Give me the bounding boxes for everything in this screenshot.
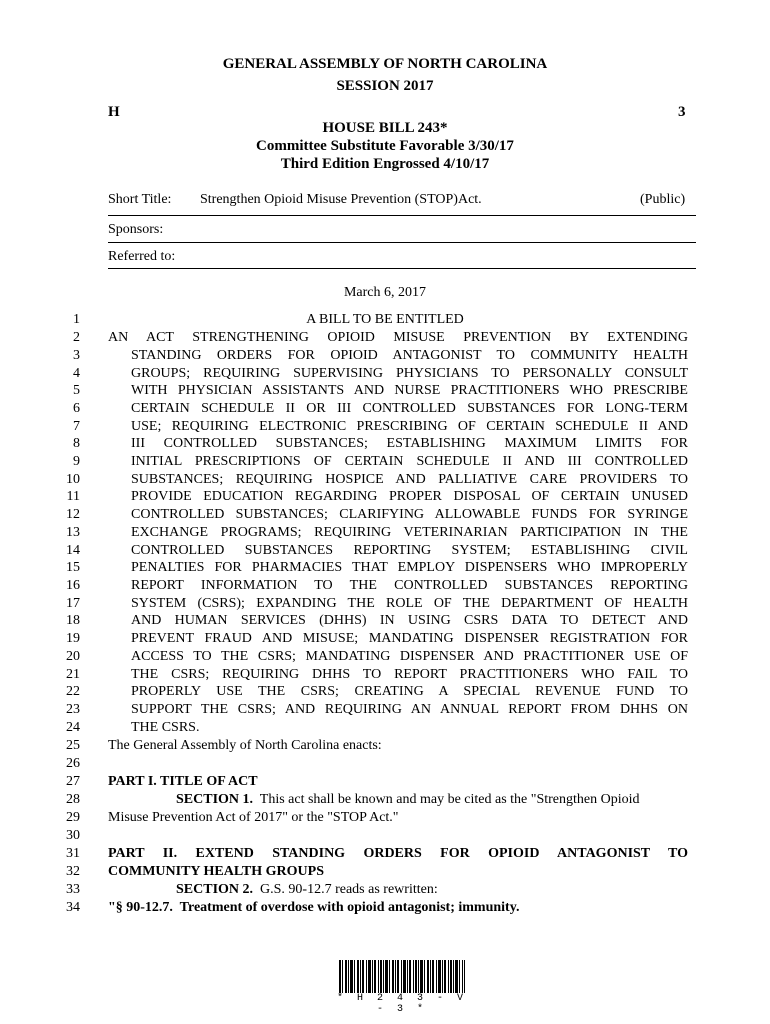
act-title-line: REPORT INFORMATION TO THE CONTROLLED SUBSTANCES REPORTING (131, 578, 688, 593)
line-number: 13 (66, 525, 80, 540)
divider-2 (108, 242, 696, 243)
line-number: 11 (66, 489, 80, 504)
line-number: 5 (73, 383, 80, 398)
line-number: 22 (66, 684, 80, 699)
line-number: 27 (66, 774, 80, 789)
act-title-line: PROVIDE EDUCATION REGARDING PROPER DISPOSAL OF CERTAIN UNUSED (131, 489, 688, 504)
line-number: 9 (73, 454, 80, 469)
chamber-letter: H (108, 104, 120, 120)
edition-number: 3 (678, 104, 686, 120)
referred-label: Referred to: (108, 249, 176, 264)
line-number: 33 (66, 882, 80, 897)
section-1-line (176, 792, 640, 808)
act-title-line: WITH PHYSICIAN ASSISTANTS AND NURSE PRACTITIONERS WHO PRESCRIBE (131, 383, 688, 398)
act-title-line: USE; REQUIRING ELECTRONIC PRESCRIBING OF CERTAIN SCHEDULE II AND (131, 419, 688, 434)
line-number: 20 (66, 649, 80, 664)
barcode-caption: * H 2 4 3 - V - 3 * (336, 993, 467, 1015)
line-number: 10 (66, 472, 80, 487)
act-title-line: CONTROLLED SUBSTANCES; CLARIFYING ALLOWABLE FUNDS FOR SYRINGE (131, 507, 688, 522)
short-title: Strengthen Opioid Misuse Prevention (STOP)Act. (200, 192, 482, 207)
act-title-line: GROUPS; REQUIRING SUPERVISING PHYSICIANS TO PERSONALLY CONSULT (131, 366, 688, 381)
sponsors-label: Sponsors: (108, 222, 164, 237)
part-2-heading: PART II. EXTEND STANDING ORDERS FOR OPIOID ANTAGONIST TO (108, 846, 688, 861)
act-title-line: III CONTROLLED SUBSTANCES; ESTABLISHING MAXIMUM LIMITS FOR (131, 436, 688, 451)
act-title-line: INITIAL PRESCRIPTIONS OF CERTAIN SCHEDULE II AND III CONTROLLED (131, 454, 688, 469)
act-title-line: CERTAIN SCHEDULE II OR III CONTROLLED SUBSTANCES FOR LONG-TERM (131, 401, 688, 416)
public-tag: (Public) (640, 192, 686, 207)
line-number: 6 (73, 401, 80, 416)
line-number: 14 (66, 543, 80, 558)
line-number: 26 (66, 756, 80, 771)
act-title-line: SUBSTANCES; REQUIRING HOSPICE AND PALLIATIVE CARE PROVIDERS TO (131, 472, 688, 487)
act-title-line: PENALTIES FOR PHARMACIES THAT EMPLOY DISPENSERS WHO IMPROPERLY (131, 560, 688, 575)
line-number: 8 (73, 436, 80, 451)
bill-date: March 6, 2017 (343, 285, 427, 300)
enacting-clause: The General Assembly of North Carolina enacts: (108, 738, 382, 753)
act-title-line: SYSTEM (CSRS); EXPANDING THE ROLE OF THE DEPARTMENT OF HEALTH (131, 596, 688, 611)
section-1-label: SECTION 1. (176, 792, 254, 807)
act-title-line: AND HUMAN SERVICES (DHHS) IN USING CSRS DATA TO DETECT AND (131, 613, 688, 628)
line-number: 21 (66, 667, 80, 682)
line-number: 29 (66, 810, 80, 825)
act-title-line: STANDING ORDERS FOR OPIOID ANTAGONIST TO COMMUNITY HEALTH (131, 348, 688, 363)
section-2-label: SECTION 2. (176, 882, 254, 897)
act-title-line: THE CSRS. (131, 720, 200, 735)
line-number: 15 (66, 560, 80, 575)
short-title-label: Short Title: (108, 192, 172, 207)
line-number: 31 (66, 846, 80, 861)
line-number: 4 (73, 366, 80, 381)
act-title-line: SUPPORT THE CSRS; AND REQUIRING AN ANNUAL REPORT FROM DHHS ON (131, 702, 688, 717)
line-number: 2 (73, 330, 80, 345)
line-number: 30 (66, 828, 80, 843)
bill-number: HOUSE BILL 243* (322, 120, 448, 136)
act-title-line: PROPERLY USE THE CSRS; CREATING A SPECIAL REVENUE FUND TO (131, 684, 688, 699)
line-number: 25 (66, 738, 80, 753)
act-title-line: THE CSRS; REQUIRING DHHS TO REPORT PRACTITIONERS WHO FAIL TO (131, 667, 688, 682)
divider-3 (108, 268, 696, 269)
line-number: 23 (66, 702, 80, 717)
part-2-heading-continued: COMMUNITY HEALTH GROUPS (108, 864, 324, 879)
bill-entitled: A BILL TO BE ENTITLED (306, 312, 464, 327)
line-number: 12 (66, 507, 80, 522)
section-2-line (176, 882, 438, 898)
session-title: SESSION 2017 (336, 78, 434, 94)
line-number: 19 (66, 631, 80, 646)
act-title-line: CONTROLLED SUBSTANCES REPORTING SYSTEM; ESTABLISHING CIVIL (131, 543, 688, 558)
line-number: 16 (66, 578, 80, 593)
line-number: 34 (66, 900, 80, 915)
assembly-title: GENERAL ASSEMBLY OF NORTH CAROLINA (222, 56, 548, 72)
line-number: 17 (66, 596, 80, 611)
section-1-text: This act shall be known and may be cited as the "Strengthen Opioid (253, 792, 640, 807)
part-1-heading: PART I. TITLE OF ACT (108, 774, 258, 789)
divider-1 (108, 215, 696, 216)
line-number: 18 (66, 613, 80, 628)
act-title-line: EXCHANGE PROGRAMS; REQUIRING VETERINARIAN PARTICIPATION IN THE (131, 525, 688, 540)
line-number: 7 (73, 419, 80, 434)
committee-substitute: Committee Substitute Favorable 3/30/17 (256, 138, 514, 154)
edition-line: Third Edition Engrossed 4/10/17 (280, 156, 490, 172)
act-title-line: AN ACT STRENGTHENING OPIOID MISUSE PREVENTION BY EXTENDING (108, 330, 688, 345)
section-1-continued: Misuse Prevention Act of 2017" or the "STOP Act." (108, 810, 399, 825)
line-number: 1 (73, 312, 80, 327)
line-number: 3 (73, 348, 80, 363)
line-number: 24 (66, 720, 80, 735)
line-number: 28 (66, 792, 80, 807)
act-title-line: ACCESS TO THE CSRS; MANDATING DISPENSER AND PRACTITIONER USE OF (131, 649, 688, 664)
barcode (339, 960, 465, 993)
statute-heading: "§ 90-12.7. Treatment of overdose with opioid antagonist; immunity. (108, 900, 520, 915)
section-2-text: G.S. 90-12.7 reads as rewritten: (253, 882, 438, 897)
act-title-line: PREVENT FRAUD AND MISUSE; MANDATING DISPENSER REGISTRATION FOR (131, 631, 688, 646)
line-number: 32 (66, 864, 80, 879)
